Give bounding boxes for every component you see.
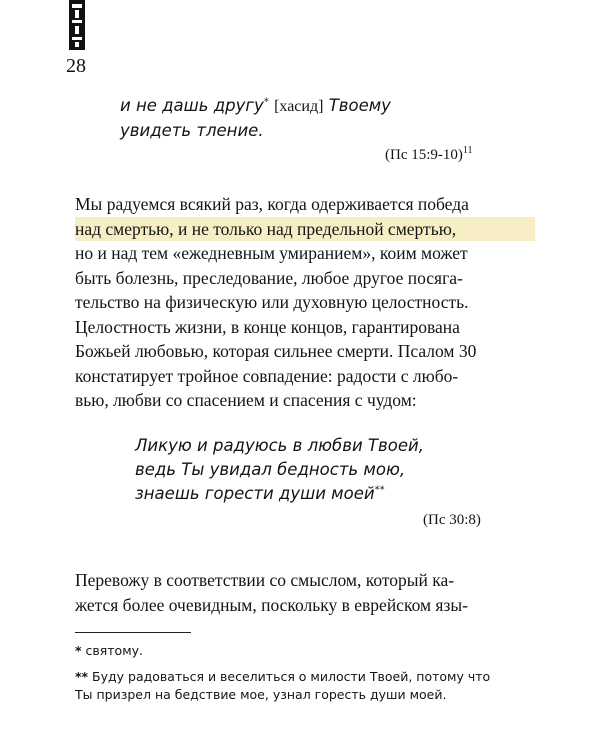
footnote-mark[interactable]: ** [374,484,385,496]
paragraph-line-highlighted: над смертью, и не только над предельной смертью, [75,217,535,242]
quote1-reference [385,147,473,164]
quote-psalm-30 [135,434,424,506]
footnote-2 [75,668,490,704]
quote2-line1: Ликую и радуюсь в любви Твоей, [135,436,424,455]
reference-text: (Пс 15:9-10) [385,147,463,163]
paragraph-line: но и над тем «ежедневным умиранием», коим может [75,243,468,263]
quote1-text: Твоему [328,96,391,115]
paragraph-2 [75,568,535,617]
quote1-text: и не дашь другу [120,96,264,115]
paragraph-line: Мы радуемся всякий раз, когда одерживается победа [75,194,469,214]
footnote-mark[interactable]: * [263,96,269,108]
footnote-divider [75,632,191,633]
quote2-line2: ведь Ты увидал бедность мою, [135,460,406,479]
footnote-text: Буду радоваться и веселиться о милости Твоей, потому что [88,669,491,684]
paragraph-line: Перевожу в соответствии со смыслом, который ка- [75,570,455,590]
page-number: 28 [66,55,86,77]
paragraph-line: жется более очевидным, поскольку в еврейском язы- [75,594,468,615]
paragraph-line: вью, любви со спасением и спасения с чудом: [75,390,417,410]
paragraph-1 [75,192,535,413]
bracket-term: [хасид] [274,98,324,115]
quote2-reference: (Пс 30:8) [423,512,481,528]
footnote-text: Ты призрел на бедствие мое, узнал горесть души моей. [75,687,447,702]
paragraph-line: тельство на физическую или духовную целостность. [75,292,469,312]
paragraph-line: Целостность жизни, в конце концов, гарантирована [75,316,460,337]
quote-psalm-15 [120,94,391,143]
ornament-icon [69,0,85,50]
paragraph-line: Божьей любовью, которая сильнее смерти. Псалом 30 [75,341,477,361]
footnote-1 [75,642,143,660]
footnote-mark: ** [75,669,89,684]
footnote-text: святому. [81,643,144,658]
footnote-mark: * [75,643,82,658]
paragraph-line: быть болезнь, преследование, любое другое посяга- [75,267,463,288]
note-number[interactable]: 11 [462,145,473,156]
quote2-line3: знаешь горести души моей [135,484,375,503]
paragraph-line: констатирует тройное совпадение: радости с любо- [75,365,459,386]
quote1-line2: увидеть тление. [120,121,264,140]
